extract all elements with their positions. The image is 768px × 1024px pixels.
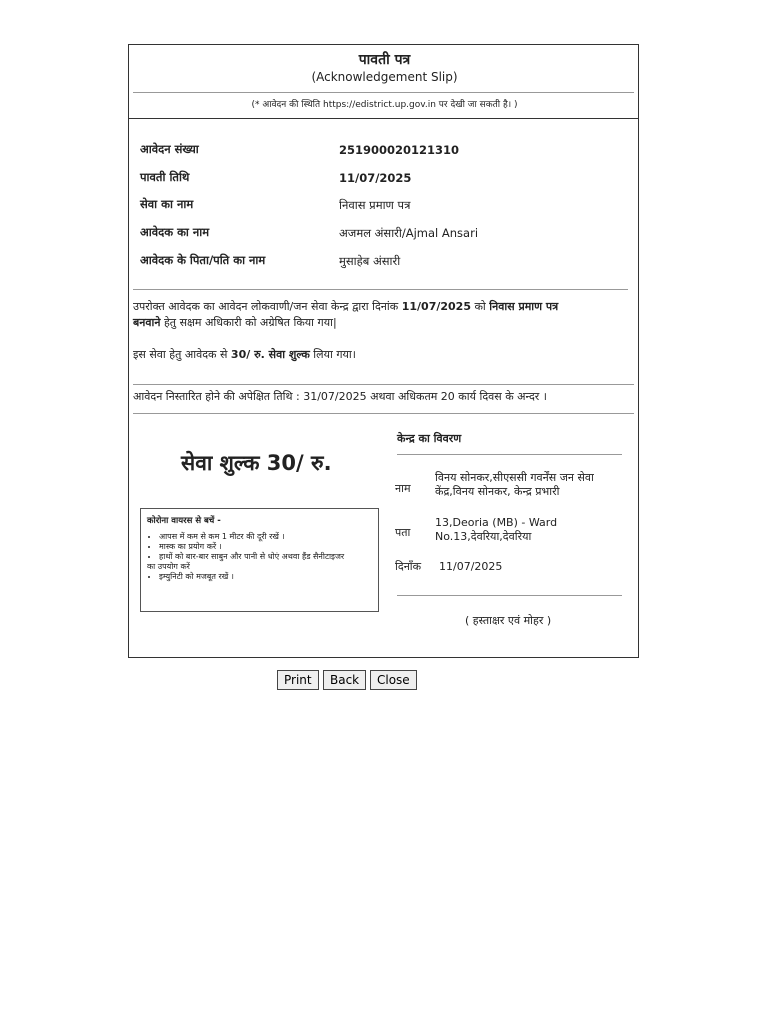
statement-text: उपरोक्त आवेदक का आवेदन लोकवाणी/जन सेवा केन्द्र द्वारा दिनांक	[133, 300, 402, 313]
applicant-name-value: अजमल अंसारी/Ajmal Ansari	[339, 226, 479, 240]
divider	[133, 289, 628, 290]
center-date-value: 11/07/2025	[439, 560, 503, 573]
receipt-date-value: 11/07/2025	[339, 171, 412, 185]
center-name-value: विनय सोनकर,सीएससी गवर्नेंस जन सेवा केंद्र,विनय सोनकर, केन्द्र प्रभारी	[435, 471, 594, 498]
divider	[397, 595, 622, 596]
corona-item: • आपस में कम से कम 1 मीटर की दूरी रखें ।	[159, 532, 372, 542]
statement-date: 11/07/2025	[401, 300, 471, 313]
father-name-label: आवेदक के पिता/पति का नाम	[140, 253, 266, 267]
statement-service: निवास प्रमाण पत्र	[489, 300, 559, 313]
divider	[133, 384, 634, 385]
service-name-label: सेवा का नाम	[140, 197, 194, 211]
close-button[interactable]: Close	[370, 670, 417, 690]
fee-text: लिया गया।	[309, 348, 356, 361]
corona-item: • इम्युनिटी को मजबूत रखें ।	[159, 572, 372, 582]
forwarding-statement	[133, 299, 633, 331]
application-number-value: 251900020121310	[339, 143, 460, 157]
status-note: (* आवेदन की स्थिति https://edistrict.up.gov.in पर देखी जा सकती है। )	[251, 100, 518, 110]
center-address-value: 13,Deoria (MB) - Ward No.13,देवरिया,देवरिया	[435, 516, 558, 543]
statement-service: बनवाने	[133, 316, 161, 329]
slip-title-english: (Acknowledgement Slip)	[311, 70, 458, 84]
divider	[129, 118, 638, 119]
application-number-label: आवेदन संख्या	[140, 142, 199, 156]
center-details-heading: केन्द्र का विवरण	[397, 432, 462, 445]
back-button[interactable]: Back	[323, 670, 366, 690]
center-date-label: दिनाँक	[395, 560, 422, 573]
expected-disposal-date: आवेदन निस्तारित होने की अपेक्षित तिथि : 31/07/2025 अथवा अधिकतम 20 कार्य दिवस के अन्दर ।	[133, 390, 547, 403]
divider	[133, 92, 634, 93]
divider	[133, 413, 634, 414]
statement-text: हेतु सक्षम अधिकारी को अग्रेषित किया गया|	[160, 316, 337, 329]
fee-amount: 30/ रु. सेवा शुल्क	[230, 348, 310, 361]
print-button[interactable]: Print	[277, 670, 319, 690]
acknowledgement-slip	[128, 44, 639, 658]
fee-text: इस सेवा हेतु आवेदक से	[133, 348, 231, 361]
corona-item: • मास्क का प्रयोग करें ।	[159, 542, 372, 552]
center-address-label: पता	[395, 526, 411, 539]
corona-heading: कोरोना वायरस से बचें -	[147, 516, 221, 526]
corona-item: • हाथों को बार-बार साबुन और पानी से धोएं अथवा हैंड सैनीटाइजर	[159, 552, 372, 562]
applicant-name-label: आवेदक का नाम	[140, 225, 210, 239]
father-name-value: मुसाहेब अंसारी	[339, 254, 401, 268]
signature-and-seal: ( हस्ताक्षर एवं मोहर )	[465, 614, 552, 627]
fee-statement	[133, 347, 633, 363]
corona-advisory-box	[140, 508, 379, 612]
divider	[397, 454, 622, 455]
service-name-value: निवास प्रमाण पत्र	[339, 198, 411, 212]
corona-item: का उपयोग करें	[147, 562, 190, 571]
receipt-date-label: पावती तिथि	[140, 170, 190, 184]
statement-text: को	[470, 300, 490, 313]
center-name-label: नाम	[395, 482, 411, 495]
service-fee-large: सेवा शुल्क 30/ रु.	[181, 451, 332, 475]
slip-title-hindi: पावती पत्र	[358, 52, 411, 68]
